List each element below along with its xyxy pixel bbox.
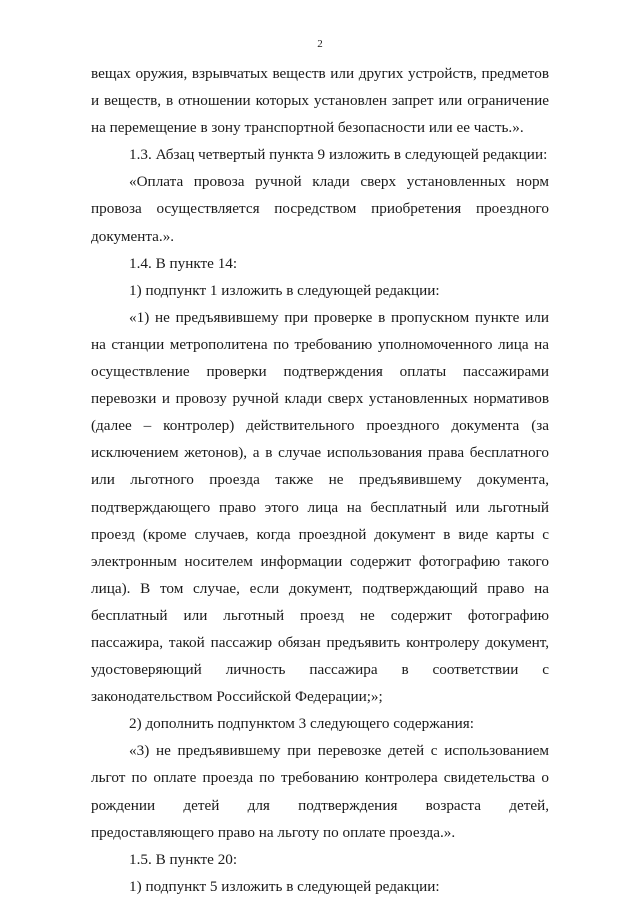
paragraph-subitem-5: 1) подпункт 5 изложить в следующей редакции:: [129, 877, 440, 895]
paragraph-quote-subitem-1: «1) не предъявившему при проверке в пропускном пункте или на станции метрополитена по требованию уполномоченного лица на осуществление проверки подтверждения оплаты пассажирами перевозки и провозу ручной клади сверх установленных нормативов (далее – контролер) действительного проездного документа (за исключением жетонов), а в случае использования права бесплатного или льготного проезда также не предъявившему документа, подтверждающего право этого лица на бесплатный или льготный проезд (кроме случаев, когда проездной документ в виде карты с электронным носителем информации содержит фотографию такого лица). В том случае, если документ, подтверждающий право на бесплатный или льготный проезд не содержит фотографию пассажира, такой пассажир обязан предъявить контролеру документ, удостоверяющий личность пассажира в соответствии с законодательством Российской Федерации;»;: [91, 308, 549, 706]
page-number: 2: [317, 38, 323, 50]
paragraph-subitem-1: 1) подпункт 1 изложить в следующей редакции:: [129, 281, 440, 299]
paragraph-quote-payment: «Оплата провоза ручной клади сверх установленных норм провоза осуществляется посредством приобретения проездного документа.».: [91, 173, 549, 245]
paragraph-quote-subitem-3: «3) не предъявившему при перевозке детей с использованием льгот по оплате проезда по требованию контролера свидетельства о рождении детей для подтверждения возраста детей, предоставляющего право на льготу по оплате проезда.».: [91, 742, 549, 841]
paragraph-item-1-4: 1.4. В пункте 14:: [129, 254, 238, 272]
paragraph-subitem-2: 2) дополнить подпунктом 3 следующего содержания:: [129, 715, 474, 733]
paragraph-item-1-3: 1.3. Абзац четвертый пункта 9 изложить в следующей редакции:: [129, 146, 548, 164]
paragraph-item-1-5: 1.5. В пункте 20:: [129, 850, 238, 868]
document-body: [91, 60, 549, 900]
paragraph-continuation: вещах оружия, взрывчатых веществ или других устройств, предметов и веществ, в отношении которых установлен запрет или ограничение на перемещение в зону транспортной безопасности или ее часть.».: [91, 65, 549, 137]
